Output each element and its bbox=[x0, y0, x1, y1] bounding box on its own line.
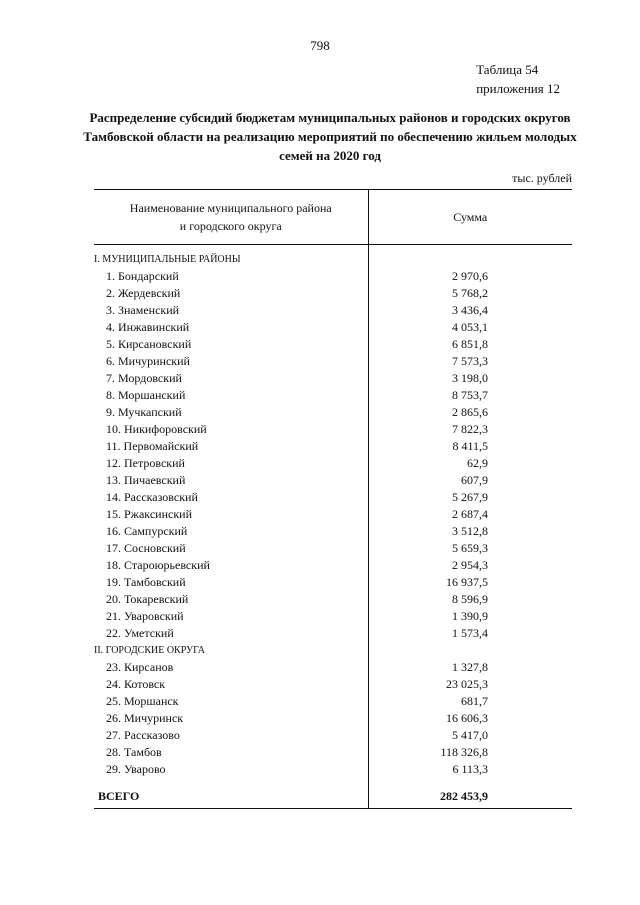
subsidy-amount: 8 411,5 bbox=[452, 439, 488, 453]
municipality-name: 29. Уварово bbox=[94, 761, 368, 778]
municipality-name: 24. Котовск bbox=[94, 676, 368, 693]
table-row bbox=[94, 336, 572, 353]
table-row bbox=[94, 710, 572, 727]
table-row bbox=[94, 506, 572, 523]
appendix-number: приложения 12 bbox=[476, 81, 560, 96]
table-row bbox=[94, 625, 572, 642]
municipality-name: 15. Ржаксинский bbox=[94, 506, 368, 523]
subsidy-amount: 607,9 bbox=[461, 473, 488, 487]
table-row bbox=[94, 523, 572, 540]
table-row bbox=[94, 455, 572, 472]
municipality-name: 6. Мичуринский bbox=[94, 353, 368, 370]
table-row bbox=[94, 438, 572, 455]
table-row bbox=[94, 387, 572, 404]
section-heading-row bbox=[94, 642, 572, 659]
table-reference bbox=[476, 60, 560, 98]
table-row bbox=[94, 591, 572, 608]
table-row bbox=[94, 693, 572, 710]
table-row bbox=[94, 370, 572, 387]
table-row bbox=[94, 557, 572, 574]
table-row bbox=[94, 472, 572, 489]
table-number: Таблица 54 bbox=[476, 62, 539, 77]
section-heading-row bbox=[94, 251, 572, 268]
section-value-empty bbox=[368, 642, 572, 659]
table-row bbox=[94, 676, 572, 693]
subsidy-amount: 2 954,3 bbox=[452, 558, 488, 572]
subsidy-amount: 5 768,2 bbox=[452, 286, 488, 300]
subsidy-amount: 3 198,0 bbox=[452, 371, 488, 385]
municipality-name: 2. Жердевский bbox=[94, 285, 368, 302]
table-row bbox=[94, 353, 572, 370]
table-row bbox=[94, 285, 572, 302]
municipality-name: 26. Мичуринск bbox=[94, 710, 368, 727]
municipality-name: 13. Пичаевский bbox=[94, 472, 368, 489]
subsidy-amount: 3 436,4 bbox=[452, 303, 488, 317]
subsidy-amount: 1 390,9 bbox=[452, 609, 488, 623]
municipality-name: 20. Токаревский bbox=[94, 591, 368, 608]
subsidy-amount: 1 573,4 bbox=[452, 626, 488, 640]
section-value-empty bbox=[368, 251, 572, 268]
total-row bbox=[94, 784, 572, 809]
subsidy-amount: 5 659,3 bbox=[452, 541, 488, 555]
subsidy-amount: 1 327,8 bbox=[452, 660, 488, 674]
total-label: ВСЕГО bbox=[94, 784, 368, 809]
municipality-name: 21. Уваровский bbox=[94, 608, 368, 625]
municipality-name: 14. Рассказовский bbox=[94, 489, 368, 506]
table-header-row bbox=[94, 190, 572, 245]
section-title: II. ГОРОДСКИЕ ОКРУГА bbox=[94, 642, 368, 659]
table-row bbox=[94, 302, 572, 319]
municipality-name: 22. Уметский bbox=[94, 625, 368, 642]
document-title: Распределение субсидий бюджетам муниципальных районов и городских округов Тамбовской области на реализацию мероприятий по обеспечению жильем молодых семей на 2020 год bbox=[83, 110, 577, 163]
subsidy-amount: 2 970,6 bbox=[452, 269, 488, 283]
municipality-name: 11. Первомайский bbox=[94, 438, 368, 455]
municipality-name: 23. Кирсанов bbox=[94, 659, 368, 676]
municipality-name: 10. Никифоровский bbox=[94, 421, 368, 438]
subsidy-amount: 8 596,9 bbox=[452, 592, 488, 606]
municipality-name: 1. Бондарский bbox=[94, 268, 368, 285]
subsidy-amount: 5 267,9 bbox=[452, 490, 488, 504]
table-row bbox=[94, 608, 572, 625]
table-row bbox=[94, 404, 572, 421]
table-row bbox=[94, 489, 572, 506]
header-name-line2: и городского округа bbox=[179, 219, 282, 233]
table-row bbox=[94, 421, 572, 438]
municipality-name: 28. Тамбов bbox=[94, 744, 368, 761]
total-amount: 282 453,9 bbox=[368, 784, 572, 809]
subsidy-amount: 7 573,3 bbox=[452, 354, 488, 368]
header-name-cell bbox=[94, 190, 368, 245]
table-row bbox=[94, 761, 572, 778]
subsidy-amount: 2 687,4 bbox=[452, 507, 488, 521]
table-row bbox=[94, 659, 572, 676]
subsidy-table-container bbox=[94, 189, 572, 809]
subsidy-amount: 23 025,3 bbox=[446, 677, 488, 691]
municipality-name: 5. Кирсановский bbox=[94, 336, 368, 353]
header-name-line1: Наименование муниципального района bbox=[129, 201, 332, 215]
municipality-name: 25. Моршанск bbox=[94, 693, 368, 710]
subsidy-amount: 5 417,0 bbox=[452, 728, 488, 742]
section-title: I. МУНИЦИПАЛЬНЫЕ РАЙОНЫ bbox=[94, 251, 368, 268]
subsidy-amount: 118 326,8 bbox=[440, 745, 488, 759]
municipality-name: 16. Сампурский bbox=[94, 523, 368, 540]
subsidy-table bbox=[94, 189, 572, 809]
municipality-name: 3. Знаменский bbox=[94, 302, 368, 319]
table-row bbox=[94, 540, 572, 557]
municipality-name: 7. Мордовский bbox=[94, 370, 368, 387]
municipality-name: 27. Рассказово bbox=[94, 727, 368, 744]
header-sum-cell: Сумма bbox=[368, 190, 572, 245]
units-label: тыс. рублей bbox=[512, 171, 572, 185]
table-row bbox=[94, 319, 572, 336]
municipality-name: 4. Инжавинский bbox=[94, 319, 368, 336]
subsidy-amount: 6 851,8 bbox=[452, 337, 488, 351]
municipality-name: 8. Моршанский bbox=[94, 387, 368, 404]
subsidy-amount: 16 606,3 bbox=[446, 711, 488, 725]
table-body bbox=[94, 245, 572, 809]
municipality-name: 9. Мучкапский bbox=[94, 404, 368, 421]
subsidy-amount: 2 865,6 bbox=[452, 405, 488, 419]
subsidy-amount: 6 113,3 bbox=[452, 762, 488, 776]
subsidy-amount: 4 053,1 bbox=[452, 320, 488, 334]
table-row bbox=[94, 727, 572, 744]
page-number: 798 bbox=[310, 38, 330, 53]
municipality-name: 18. Староюрьевский bbox=[94, 557, 368, 574]
municipality-name: 17. Сосновский bbox=[94, 540, 368, 557]
table-row bbox=[94, 574, 572, 591]
table-row bbox=[94, 744, 572, 761]
municipality-name: 19. Тамбовский bbox=[94, 574, 368, 591]
table-row bbox=[94, 268, 572, 285]
subsidy-amount: 3 512,8 bbox=[452, 524, 488, 538]
municipality-name: 12. Петровский bbox=[94, 455, 368, 472]
subsidy-amount: 681,7 bbox=[461, 694, 488, 708]
subsidy-amount: 62,9 bbox=[467, 456, 488, 470]
subsidy-amount: 8 753,7 bbox=[452, 388, 488, 402]
subsidy-amount: 7 822,3 bbox=[452, 422, 488, 436]
subsidy-amount: 16 937,5 bbox=[446, 575, 488, 589]
